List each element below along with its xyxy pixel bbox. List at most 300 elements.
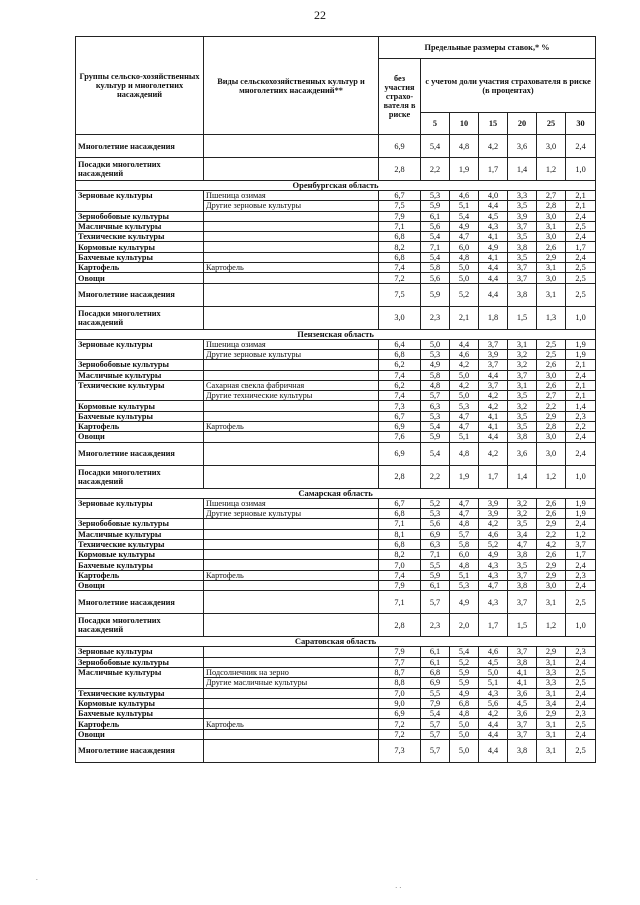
- rate-share-cell: 5,7: [421, 729, 450, 739]
- region-name: Пензенская область: [76, 329, 596, 339]
- header-groups: Группы сельско-хозяйственных культур и многолетних насаждений: [76, 37, 204, 135]
- rate-share-cell: 5,3: [421, 508, 450, 518]
- rate-share-cell: 6,0: [450, 550, 479, 560]
- rate-share-cell: 3,1: [537, 221, 566, 231]
- rate-share-cell: 5,0: [450, 739, 479, 762]
- rate-share-cell: 2,4: [566, 560, 596, 570]
- rate-share-cell: 5,9: [450, 667, 479, 677]
- header-pct: 20: [508, 113, 537, 135]
- rate-share-cell: 4,3: [479, 688, 508, 698]
- rate-share-cell: 2,2: [566, 422, 596, 432]
- rate-share-cell: 4,1: [508, 678, 537, 688]
- rate-share-cell: 5,9: [450, 678, 479, 688]
- rate-share-cell: 4,4: [479, 370, 508, 380]
- rate-share-cell: 5,0: [450, 391, 479, 401]
- rate-share-cell: 4,3: [479, 560, 508, 570]
- region-row: [76, 181, 596, 191]
- rate-share-cell: 4,8: [450, 709, 479, 719]
- crop-group-cell: Многолетние насаждения: [76, 739, 204, 762]
- rate-share-cell: 5,0: [450, 273, 479, 283]
- rate-share-cell: 2,8: [537, 422, 566, 432]
- rate-share-cell: 4,9: [450, 688, 479, 698]
- rate-share-cell: 3,8: [508, 581, 537, 591]
- rate-share-cell: 4,2: [450, 380, 479, 390]
- rate-share-cell: 3,1: [537, 263, 566, 273]
- rate-share-cell: 3,2: [508, 401, 537, 411]
- header-rates: Предельные размеры ставок,* %: [379, 37, 596, 59]
- header-kinds: Виды сельскохозяйственных культур и многолетних насаждений**: [204, 37, 379, 135]
- rate-share-cell: 5,3: [421, 349, 450, 359]
- rate-share-cell: 2,4: [566, 519, 596, 529]
- rate-share-cell: 2,7: [537, 191, 566, 201]
- rate-share-cell: 4,1: [479, 411, 508, 421]
- rate-share-cell: 5,0: [450, 370, 479, 380]
- rate-share-cell: 4,9: [450, 591, 479, 614]
- rate-share-cell: 2,6: [537, 242, 566, 252]
- crop-group-cell: Посадки многолетних насаждений: [76, 614, 204, 637]
- rate-share-cell: 3,9: [508, 211, 537, 221]
- rate-share-cell: 2,5: [537, 339, 566, 349]
- crop-group-cell: Многолетние насаждения: [76, 442, 204, 465]
- rate-share-cell: 1,2: [537, 614, 566, 637]
- rate-share-cell: 3,2: [508, 349, 537, 359]
- rate-share-cell: 4,1: [479, 422, 508, 432]
- rate-share-cell: 4,6: [479, 529, 508, 539]
- crop-kind-cell: [204, 442, 379, 465]
- rate-share-cell: 1,7: [479, 158, 508, 181]
- rate-share-cell: 4,6: [479, 647, 508, 657]
- rate-share-cell: 4,8: [450, 560, 479, 570]
- rate-share-cell: 5,7: [421, 719, 450, 729]
- rate-share-cell: 4,8: [450, 135, 479, 158]
- rate-share-cell: 1,9: [566, 508, 596, 518]
- region-name: Самарская область: [76, 488, 596, 498]
- rate-share-cell: 2,1: [566, 201, 596, 211]
- rate-share-cell: 3,0: [537, 273, 566, 283]
- rate-share-cell: 3,0: [537, 135, 566, 158]
- rate-share-cell: 3,0: [537, 581, 566, 591]
- table-row: [76, 667, 596, 677]
- rate-share-cell: 5,4: [450, 647, 479, 657]
- rate-no-share-cell: 7,0: [379, 560, 421, 570]
- rate-share-cell: 3,8: [508, 657, 537, 667]
- rate-share-cell: 1,2: [537, 465, 566, 488]
- crop-kind-cell: [204, 242, 379, 252]
- header-pct: 25: [537, 113, 566, 135]
- crop-group-cell: Зерновые культуры: [76, 647, 204, 657]
- table-row: [76, 432, 596, 442]
- rate-share-cell: 3,7: [566, 539, 596, 549]
- rate-share-cell: 4,7: [450, 422, 479, 432]
- rate-share-cell: 5,1: [479, 678, 508, 688]
- rate-share-cell: 4,9: [479, 550, 508, 560]
- rate-share-cell: 4,2: [450, 360, 479, 370]
- crop-kind-cell: [204, 529, 379, 539]
- rate-share-cell: 6,9: [421, 529, 450, 539]
- rate-share-cell: 2,1: [566, 360, 596, 370]
- crop-group-cell: Овощи: [76, 581, 204, 591]
- rate-no-share-cell: 7,3: [379, 739, 421, 762]
- rate-share-cell: 7,1: [421, 242, 450, 252]
- rate-share-cell: 3,7: [479, 360, 508, 370]
- rate-share-cell: 3,5: [508, 232, 537, 242]
- crop-group-cell: Технические культуры: [76, 539, 204, 549]
- rate-share-cell: 2,5: [566, 591, 596, 614]
- rate-share-cell: 2,6: [537, 508, 566, 518]
- rate-share-cell: 2,5: [566, 221, 596, 231]
- rate-no-share-cell: 6,8: [379, 349, 421, 359]
- table-row: [76, 221, 596, 231]
- table-row: [76, 560, 596, 570]
- rate-share-cell: 5,0: [450, 263, 479, 273]
- rate-no-share-cell: 6,4: [379, 339, 421, 349]
- rate-share-cell: 3,3: [537, 678, 566, 688]
- region-row: [76, 488, 596, 498]
- table-row: [76, 401, 596, 411]
- rate-share-cell: 4,6: [450, 191, 479, 201]
- rate-share-cell: 5,4: [421, 232, 450, 242]
- rate-share-cell: 2,5: [566, 719, 596, 729]
- rate-share-cell: 3,9: [479, 508, 508, 518]
- crop-group-cell: Многолетние насаждения: [76, 135, 204, 158]
- table-row: [76, 581, 596, 591]
- rate-share-cell: 1,7: [566, 550, 596, 560]
- rate-share-cell: 5,8: [450, 539, 479, 549]
- crop-kind-cell: [204, 370, 379, 380]
- crop-group-cell: Масличные культуры: [76, 529, 204, 539]
- rate-no-share-cell: 6,2: [379, 380, 421, 390]
- rate-share-cell: 5,1: [450, 432, 479, 442]
- rate-share-cell: 4,5: [508, 698, 537, 708]
- rate-no-share-cell: 7,0: [379, 688, 421, 698]
- rate-share-cell: 2,1: [566, 380, 596, 390]
- rate-share-cell: 4,3: [479, 591, 508, 614]
- rate-share-cell: 4,4: [450, 339, 479, 349]
- rate-no-share-cell: 3,0: [379, 306, 421, 329]
- rate-share-cell: 5,4: [421, 135, 450, 158]
- table-row: [76, 498, 596, 508]
- rate-share-cell: 2,9: [537, 560, 566, 570]
- rate-share-cell: 2,3: [566, 709, 596, 719]
- rate-share-cell: 5,4: [421, 422, 450, 432]
- crop-kind-cell: Картофель: [204, 263, 379, 273]
- rate-share-cell: 2,2: [537, 401, 566, 411]
- rate-share-cell: 4,2: [479, 391, 508, 401]
- rate-share-cell: 3,1: [537, 729, 566, 739]
- rate-share-cell: 1,0: [566, 465, 596, 488]
- crop-group-cell: Зернобобовые культуры: [76, 360, 204, 370]
- rate-share-cell: 3,9: [479, 498, 508, 508]
- rate-share-cell: 5,4: [421, 442, 450, 465]
- rate-share-cell: 3,9: [479, 349, 508, 359]
- crop-kind-cell: Пшеница озимая: [204, 191, 379, 201]
- crop-kind-cell: [204, 709, 379, 719]
- rate-share-cell: 5,3: [421, 411, 450, 421]
- rate-share-cell: 5,1: [450, 201, 479, 211]
- crop-group-cell: Зернобобовые культуры: [76, 211, 204, 221]
- table-row: [76, 232, 596, 242]
- rate-share-cell: 4,4: [479, 283, 508, 306]
- rate-share-cell: 5,4: [421, 252, 450, 262]
- rate-share-cell: 2,5: [566, 739, 596, 762]
- rate-share-cell: 2,5: [566, 273, 596, 283]
- rate-share-cell: 3,1: [537, 719, 566, 729]
- rate-no-share-cell: 6,7: [379, 498, 421, 508]
- rate-no-share-cell: 6,2: [379, 360, 421, 370]
- rate-share-cell: 5,0: [479, 667, 508, 677]
- rate-share-cell: 2,9: [537, 709, 566, 719]
- table-row: [76, 709, 596, 719]
- crop-kind-cell: [204, 232, 379, 242]
- rate-share-cell: 6,0: [450, 242, 479, 252]
- rate-share-cell: 1,9: [566, 349, 596, 359]
- rate-share-cell: 3,1: [537, 657, 566, 667]
- rate-share-cell: 1,9: [450, 465, 479, 488]
- rate-share-cell: 3,2: [508, 498, 537, 508]
- rate-no-share-cell: 7,1: [379, 591, 421, 614]
- crop-group-cell: Бахчевые культуры: [76, 709, 204, 719]
- crop-group-cell: Бахчевые культуры: [76, 411, 204, 421]
- rate-share-cell: 6,1: [421, 657, 450, 667]
- rate-no-share-cell: 7,3: [379, 401, 421, 411]
- rate-share-cell: 3,3: [508, 191, 537, 201]
- rate-share-cell: 2,4: [566, 657, 596, 667]
- crop-group-cell: Посадки многолетних насаждений: [76, 306, 204, 329]
- rate-share-cell: 5,3: [421, 191, 450, 201]
- rate-share-cell: 2,4: [566, 370, 596, 380]
- rate-share-cell: 3,8: [508, 283, 537, 306]
- rate-no-share-cell: 6,8: [379, 508, 421, 518]
- table-row: [76, 191, 596, 201]
- table-row: [76, 411, 596, 421]
- rate-share-cell: 1,9: [566, 498, 596, 508]
- rate-share-cell: 3,5: [508, 519, 537, 529]
- crop-kind-cell: [204, 401, 379, 411]
- crop-kind-cell: [204, 135, 379, 158]
- rate-share-cell: 4,8: [450, 442, 479, 465]
- rate-share-cell: 2,6: [537, 498, 566, 508]
- scan-mark: · ·: [395, 884, 402, 892]
- rate-share-cell: 4,2: [479, 442, 508, 465]
- crop-kind-cell: [204, 614, 379, 637]
- rate-share-cell: 1,4: [508, 158, 537, 181]
- rate-share-cell: 5,0: [421, 339, 450, 349]
- crop-kind-cell: Подсолнечник на зерно: [204, 667, 379, 677]
- rate-share-cell: 1,2: [537, 158, 566, 181]
- rate-share-cell: 1,5: [508, 306, 537, 329]
- rate-share-cell: 5,7: [450, 529, 479, 539]
- rate-share-cell: 3,1: [508, 339, 537, 349]
- rate-share-cell: 2,7: [537, 391, 566, 401]
- rate-share-cell: 3,0: [537, 442, 566, 465]
- crop-kind-cell: Другие технические культуры: [204, 391, 379, 401]
- rate-share-cell: 5,1: [450, 570, 479, 580]
- crop-group-cell: Картофель: [76, 719, 204, 729]
- rate-share-cell: 4,4: [479, 201, 508, 211]
- rate-no-share-cell: 8,7: [379, 667, 421, 677]
- crop-group-cell: Технические культуры: [76, 232, 204, 242]
- rate-share-cell: 4,4: [479, 432, 508, 442]
- rate-share-cell: 4,6: [450, 349, 479, 359]
- rate-no-share-cell: 7,2: [379, 729, 421, 739]
- crop-group-cell: Посадки многолетних насаждений: [76, 158, 204, 181]
- rate-share-cell: 2,4: [566, 688, 596, 698]
- rate-share-cell: 2,4: [566, 232, 596, 242]
- crop-kind-cell: [204, 698, 379, 708]
- crop-kind-cell: [204, 729, 379, 739]
- crop-group-cell: Кормовые культуры: [76, 698, 204, 708]
- rate-share-cell: 4,7: [450, 232, 479, 242]
- rate-share-cell: 3,7: [508, 221, 537, 231]
- rate-share-cell: 3,7: [479, 380, 508, 390]
- table-row: [76, 380, 596, 390]
- rate-no-share-cell: 7,4: [379, 370, 421, 380]
- rate-share-cell: 7,1: [421, 550, 450, 560]
- crop-kind-cell: Пшеница озимая: [204, 498, 379, 508]
- rate-no-share-cell: 7,9: [379, 211, 421, 221]
- rate-share-cell: 1,0: [566, 158, 596, 181]
- rate-share-cell: 3,4: [537, 698, 566, 708]
- crop-group-cell: Многолетние насаждения: [76, 283, 204, 306]
- crop-kind-cell: [204, 465, 379, 488]
- crop-kind-cell: [204, 550, 379, 560]
- rate-share-cell: 3,5: [508, 411, 537, 421]
- table-row: [76, 263, 596, 273]
- rate-share-cell: 1,2: [566, 529, 596, 539]
- rate-share-cell: 4,7: [508, 539, 537, 549]
- rate-share-cell: 2,4: [566, 442, 596, 465]
- rate-share-cell: 3,7: [508, 729, 537, 739]
- crop-kind-cell: [204, 581, 379, 591]
- rate-share-cell: 1,7: [479, 614, 508, 637]
- crop-group-cell: Технические культуры: [76, 380, 204, 401]
- rate-share-cell: 2,1: [450, 306, 479, 329]
- rate-share-cell: 2,4: [566, 698, 596, 708]
- header-pct: 5: [421, 113, 450, 135]
- rate-share-cell: 4,2: [479, 401, 508, 411]
- crop-kind-cell: Сахарная свекла фабричная: [204, 380, 379, 390]
- crop-group-cell: Зернобобовые культуры: [76, 657, 204, 667]
- crop-group-cell: Посадки многолетних насаждений: [76, 465, 204, 488]
- rate-share-cell: 5,2: [421, 498, 450, 508]
- rate-no-share-cell: 6,9: [379, 442, 421, 465]
- rate-share-cell: 1,7: [479, 465, 508, 488]
- crop-kind-cell: [204, 647, 379, 657]
- rate-share-cell: 4,4: [479, 739, 508, 762]
- rate-share-cell: 2,4: [566, 135, 596, 158]
- insurance-rates-table: [75, 36, 596, 763]
- rate-share-cell: 3,6: [508, 688, 537, 698]
- rate-share-cell: 5,3: [450, 401, 479, 411]
- table-row: [76, 719, 596, 729]
- region-row: [76, 637, 596, 647]
- crop-kind-cell: Картофель: [204, 570, 379, 580]
- rate-share-cell: 5,2: [450, 657, 479, 667]
- rate-share-cell: 3,1: [537, 739, 566, 762]
- rate-share-cell: 4,0: [479, 191, 508, 201]
- rate-share-cell: 3,4: [508, 529, 537, 539]
- rate-share-cell: 3,0: [537, 232, 566, 242]
- rate-share-cell: 2,4: [566, 581, 596, 591]
- rate-share-cell: 5,9: [421, 570, 450, 580]
- crop-kind-cell: Другие зерновые культуры: [204, 201, 379, 211]
- rate-share-cell: 3,7: [508, 570, 537, 580]
- rate-share-cell: 4,8: [421, 380, 450, 390]
- rate-share-cell: 3,5: [508, 560, 537, 570]
- table-row: [76, 306, 596, 329]
- rate-share-cell: 4,7: [450, 411, 479, 421]
- rate-share-cell: 5,6: [421, 519, 450, 529]
- crop-group-cell: Масличные культуры: [76, 221, 204, 231]
- crop-kind-cell: [204, 158, 379, 181]
- rate-share-cell: 2,5: [537, 349, 566, 359]
- rate-share-cell: 5,3: [450, 581, 479, 591]
- table-row: [76, 135, 596, 158]
- rate-no-share-cell: 6,7: [379, 411, 421, 421]
- rate-no-share-cell: 7,4: [379, 391, 421, 401]
- table-row: [76, 360, 596, 370]
- table-row: [76, 591, 596, 614]
- crop-group-cell: Многолетние насаждения: [76, 591, 204, 614]
- header-pct: 15: [479, 113, 508, 135]
- rate-no-share-cell: 6,8: [379, 252, 421, 262]
- rate-share-cell: 3,8: [508, 432, 537, 442]
- rate-share-cell: 5,2: [479, 539, 508, 549]
- rate-no-share-cell: 7,9: [379, 647, 421, 657]
- rate-no-share-cell: 6,9: [379, 709, 421, 719]
- rate-share-cell: 6,1: [421, 647, 450, 657]
- rate-share-cell: 3,5: [508, 422, 537, 432]
- crop-kind-cell: [204, 273, 379, 283]
- table-row: [76, 465, 596, 488]
- rate-no-share-cell: 7,4: [379, 570, 421, 580]
- table-row: [76, 529, 596, 539]
- rate-share-cell: 2,5: [566, 283, 596, 306]
- rate-share-cell: 7,9: [421, 698, 450, 708]
- rate-no-share-cell: 7,9: [379, 581, 421, 591]
- rate-share-cell: 5,4: [421, 709, 450, 719]
- rate-no-share-cell: 7,4: [379, 263, 421, 273]
- table-row: [76, 570, 596, 580]
- rate-share-cell: 4,4: [479, 719, 508, 729]
- rate-share-cell: 5,6: [421, 221, 450, 231]
- table-header: [76, 37, 596, 135]
- rate-no-share-cell: 7,5: [379, 283, 421, 306]
- rate-share-cell: 5,6: [479, 698, 508, 708]
- rate-share-cell: 1,7: [566, 242, 596, 252]
- crop-kind-cell: [204, 283, 379, 306]
- rate-share-cell: 1,8: [479, 306, 508, 329]
- rate-no-share-cell: 7,6: [379, 432, 421, 442]
- rate-share-cell: 2,8: [537, 201, 566, 211]
- rate-share-cell: 4,4: [479, 273, 508, 283]
- rate-share-cell: 2,6: [537, 380, 566, 390]
- rate-share-cell: 2,3: [566, 411, 596, 421]
- header-pct: 30: [566, 113, 596, 135]
- crop-group-cell: Бахчевые культуры: [76, 560, 204, 570]
- rate-share-cell: 5,9: [421, 432, 450, 442]
- table-row: [76, 283, 596, 306]
- rate-share-cell: 6,1: [421, 211, 450, 221]
- rate-share-cell: 4,7: [450, 508, 479, 518]
- rate-share-cell: 2,1: [566, 391, 596, 401]
- crop-kind-cell: [204, 739, 379, 762]
- rate-share-cell: 3,7: [508, 719, 537, 729]
- region-name: Саратовская область: [76, 637, 596, 647]
- rate-share-cell: 2,2: [421, 158, 450, 181]
- crop-kind-cell: [204, 221, 379, 231]
- rate-share-cell: 6,3: [421, 401, 450, 411]
